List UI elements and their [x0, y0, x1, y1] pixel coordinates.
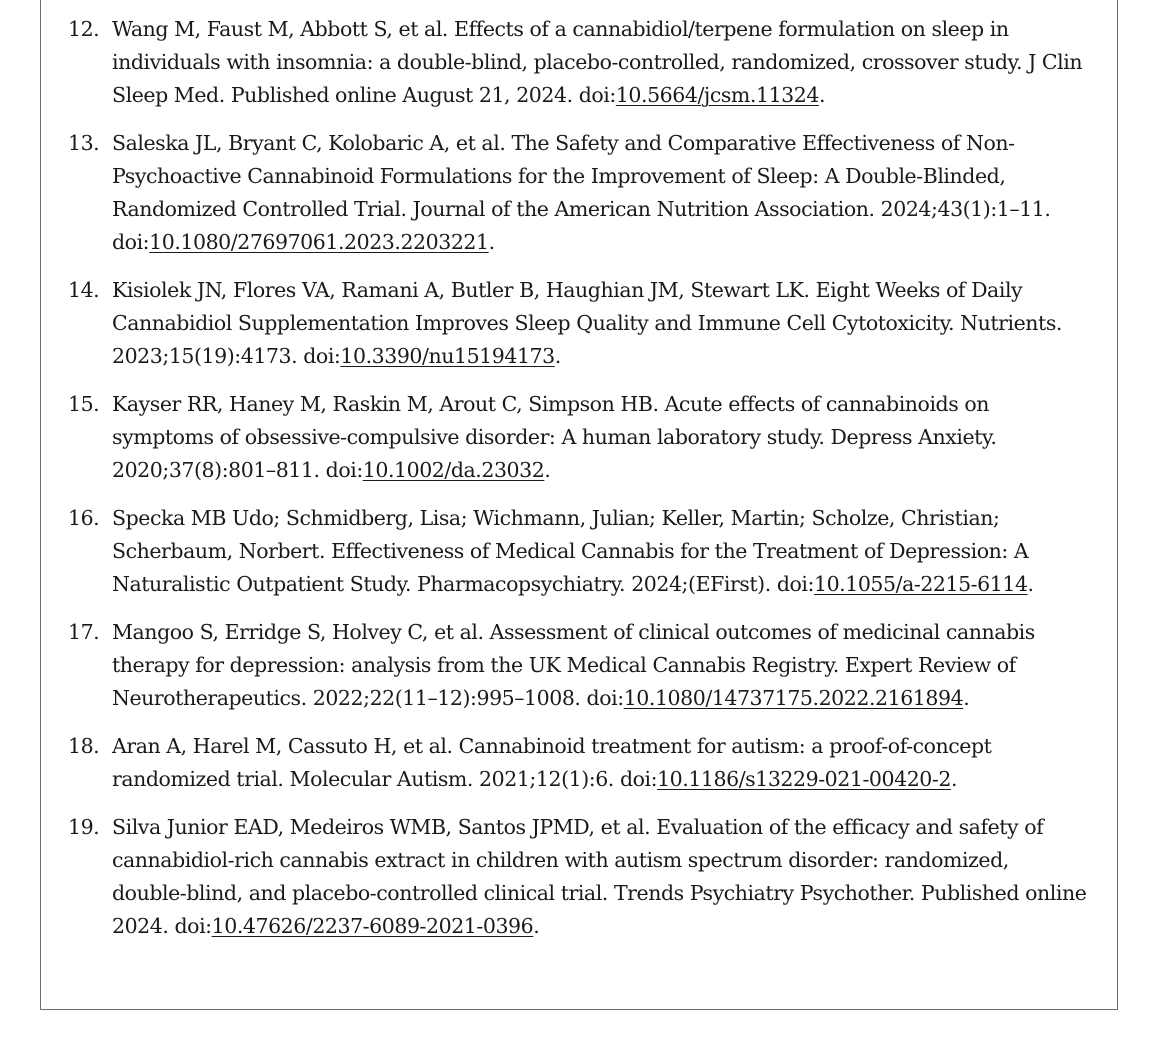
reference-item-16: [41, 502, 1117, 601]
doi-link[interactable]: 10.1080/14737175.2022.2161894: [623, 686, 964, 710]
reference-item-15: [41, 388, 1117, 487]
reference-item-14: [41, 274, 1117, 373]
reference-text: Kayser RR, Haney M, Raskin M, Arout C, Simpson HB. Acute effects of cannabinoids on symptoms of obsessive-compulsive disorder: A human laboratory study. Depress Anxiety. 2020;37(8):801–811. doi:: [112, 392, 997, 482]
reference-number: 17.: [68, 620, 100, 644]
reference-end: .: [818, 83, 826, 107]
reference-end: .: [533, 914, 540, 938]
doi-link[interactable]: 10.1002/da.23032: [362, 458, 545, 482]
reference-text: Wang M, Faust M, Abbott S, et al. Effects of a cannabidiol/terpene formulation on sleep in individuals with insomnia: a double-blind, placebo-controlled, randomized, crossover study. J Clin Sleep Med. Published online August 21, 2024. doi:: [112, 17, 1083, 107]
doi-link[interactable]: 10.5664/jcsm.11324: [615, 83, 819, 107]
reference-item-13: [41, 127, 1117, 259]
reference-text: Specka MB Udo; Schmidberg, Lisa; Wichmann, Julian; Keller, Martin; Scholze, Christian; Scherbaum, Norbert. Effectiveness of Medical Cannabis for the Treatment of Depression: A Naturalistic Outpatient Study. Pharmacopsychiatry. 2024;(EFirst). doi:: [112, 506, 1029, 596]
reference-end: .: [963, 686, 970, 710]
reference-item-19: [41, 811, 1117, 943]
reference-list: [41, 13, 1117, 958]
doi-link[interactable]: 10.1055/a-2215-6114: [813, 572, 1028, 596]
reference-number: 13.: [68, 131, 100, 155]
reference-item-18: [41, 730, 1117, 796]
reference-item-12: [41, 13, 1117, 112]
reference-text: Aran A, Harel M, Cassuto H, et al. Cannabinoid treatment for autism: a proof-of-concept randomized trial. Molecular Autism. 2021;12(1):6. doi:: [112, 734, 992, 791]
reference-text: Silva Junior EAD, Medeiros WMB, Santos JPMD, et al. Evaluation of the efficacy and safety of cannabidiol-rich cannabis extract in children with autism spectrum disorder: randomized, double-blind, and placebo-controlled clinical trial. Trends Psychiatry Psychother. Published online 2024. doi:: [112, 815, 1087, 938]
reference-text: Kisiolek JN, Flores VA, Ramani A, Butler B, Haughian JM, Stewart LK. Eight Weeks of Daily Cannabidiol Supplementation Improves Sleep Quality and Immune Cell Cytotoxicity. Nutrients. 2023;15(19):4173. doi:: [112, 278, 1062, 368]
doi-link[interactable]: 10.47626/2237-6089-2021-0396: [211, 914, 534, 938]
reference-end: .: [554, 344, 561, 368]
reference-end: .: [544, 458, 551, 482]
reference-number: 15.: [68, 392, 100, 416]
reference-text: Mangoo S, Erridge S, Holvey C, et al. Assessment of clinical outcomes of medicinal cannabis therapy for depression: analysis from the UK Medical Cannabis Registry. Expert Review of Neurotherapeutics. 2022;22(11–12):995–1008. doi:: [112, 620, 1035, 710]
doi-link[interactable]: 10.1186/s13229-021-00420-2: [657, 767, 951, 791]
reference-end: .: [488, 230, 495, 254]
reference-number: 19.: [68, 815, 100, 839]
reference-text: Saleska JL, Bryant C, Kolobaric A, et al. The Safety and Comparative Effectiveness of Non-Psychoactive Cannabinoid Formulations for the Improvement of Sleep: A Double-Blinded, Randomized Controlled Trial. Journal of the American Nutrition Association. 2024;43(1):1–11. doi:: [112, 131, 1051, 254]
doi-link[interactable]: 10.3390/nu15194173: [340, 344, 555, 368]
references-panel: [40, 0, 1118, 1010]
doi-link[interactable]: 10.1080/27697061.2023.2203221: [149, 230, 489, 254]
reference-number: 16.: [68, 506, 100, 530]
reference-number: 18.: [68, 734, 100, 758]
reference-end: .: [1027, 572, 1034, 596]
reference-end: .: [950, 767, 958, 791]
reference-number: 12.: [68, 17, 100, 41]
reference-item-17: [41, 616, 1117, 715]
reference-number: 14.: [68, 278, 100, 302]
